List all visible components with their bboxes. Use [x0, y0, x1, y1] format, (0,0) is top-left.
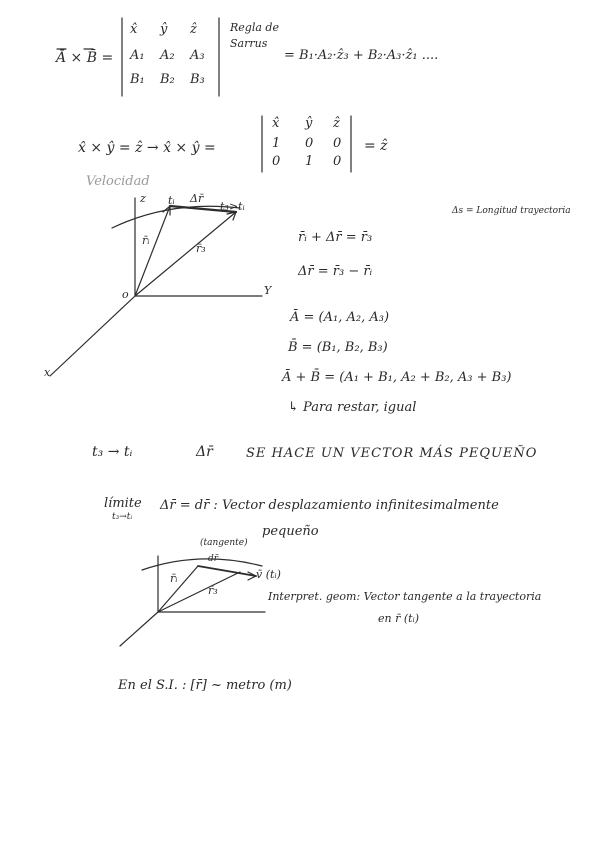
matrix2-r1c1: 0	[305, 136, 314, 151]
fig2-diagonal-axis	[120, 612, 158, 646]
fig2-trajectory	[142, 559, 262, 570]
matrix2-r0c1: ŷ	[305, 116, 313, 131]
fig2-tangent-label: (tangente)	[200, 538, 248, 548]
fig2-tangent-vector	[198, 566, 256, 576]
vector-b-components: B̄ = (B₁, B₂, B₃)	[288, 340, 388, 355]
fig1-r3-label: r̄₃	[196, 242, 206, 255]
fig1-r3-vector	[135, 212, 236, 296]
geometric-interpretation: Interpret. geom: Vector tangente a la trayectoria	[268, 590, 542, 603]
displacement-equation: Δr̄ = r̄₃ − r̄ᵢ	[298, 264, 373, 279]
limit-word: límite	[104, 496, 142, 511]
matrix1-r2c1: B₂	[160, 72, 175, 87]
fig2-r3-vector	[158, 572, 240, 612]
arc-length-note: Δs = Longitud trayectoria	[452, 206, 571, 216]
unit-cross-lhs: x̂ × ŷ = ẑ → x̂ × ŷ =	[78, 140, 216, 156]
fig2-r3-label: r̄₃	[208, 584, 218, 597]
cross-product-result: = B₁·A₂·ẑ₃ + B₂·A₃·ẑ₁ ....	[284, 48, 439, 63]
matrix1-r0c1: ŷ	[160, 22, 168, 37]
smaller-vector-note: SE HACE UN VECTOR MÁS PEQUEÑO	[246, 446, 538, 461]
fig1-ri-label: r̄ᵢ	[142, 234, 150, 247]
fig1-axis-x: x	[44, 366, 51, 379]
matrix1-r2c2: B₃	[190, 72, 205, 87]
fig1-x-axis	[50, 296, 135, 376]
unit-cross-result: = ẑ	[364, 138, 388, 154]
fig2-ri-vector	[158, 566, 198, 612]
matrix1-r1c1: A₂	[160, 48, 175, 63]
fig2-ri-label: r̄ᵢ	[170, 572, 178, 585]
vector-sum-equation: r̄ᵢ + Δr̄ = r̄₃	[298, 230, 373, 245]
sarrus-note: Regla de Sarrus	[230, 21, 279, 50]
matrix1-r2c0: B₁	[130, 72, 145, 87]
limit-time-arrow: t₃ → tᵢ	[92, 444, 133, 460]
subtraction-note: ↳ Para restar, igual	[288, 400, 417, 415]
fig2-dr-label: dr̄	[208, 554, 219, 564]
fig1-axis-y: Y	[264, 284, 272, 297]
matrix2-r1c0: 1	[272, 136, 281, 151]
matrix2-r2c0: 0	[272, 154, 281, 169]
fig1-ti-label: tᵢ	[168, 194, 175, 207]
matrix2-r0c2: ẑ	[333, 116, 340, 131]
fig1-axis-z: z	[140, 192, 146, 205]
matrix2-r1c2: 0	[333, 136, 342, 151]
fig2-velocity-label: v̄ (tᵢ)	[256, 568, 281, 581]
fig1-delta-r-label: Δr̄	[190, 192, 204, 205]
matrix1-r1c2: A₃	[190, 48, 205, 63]
fig1-t3-label: t₃>tᵢ	[220, 200, 245, 213]
limit-definition: Δr̄ = dr̄ : Vector desplazamiento infinitesimalmente	[160, 498, 499, 513]
geometric-interpretation-cont: en r̄ (tᵢ)	[378, 612, 420, 625]
fig1-origin: o	[122, 288, 129, 301]
vector-sum-components: Ā + B̄ = (A₁ + B₁, A₂ + B₂, A₃ + B₃)	[282, 370, 512, 385]
matrix1-r1c0: A₁	[130, 48, 145, 63]
section-velocidad: Velocidad	[86, 174, 150, 189]
matrix1-r0c2: ẑ	[190, 22, 197, 37]
matrix2-r2c2: 0	[333, 154, 342, 169]
cross-product-lhs: Ā × B̄ =	[56, 50, 114, 66]
limit-subscript: t₃→tᵢ	[112, 512, 133, 522]
vector-a-components: Ā = (A₁, A₂, A₃)	[290, 310, 390, 325]
matrix2-r2c1: 1	[305, 154, 314, 169]
limit-definition-cont: pequeño	[262, 524, 319, 539]
matrix2-r0c0: x̂	[272, 116, 280, 131]
matrix1-r0c0: x̂	[130, 22, 138, 37]
si-units-note: En el S.I. : [r̄] ~ metro (m)	[118, 678, 292, 693]
limit-delta-r: Δr̄	[196, 444, 213, 460]
fig1-ri-vector	[135, 206, 170, 296]
